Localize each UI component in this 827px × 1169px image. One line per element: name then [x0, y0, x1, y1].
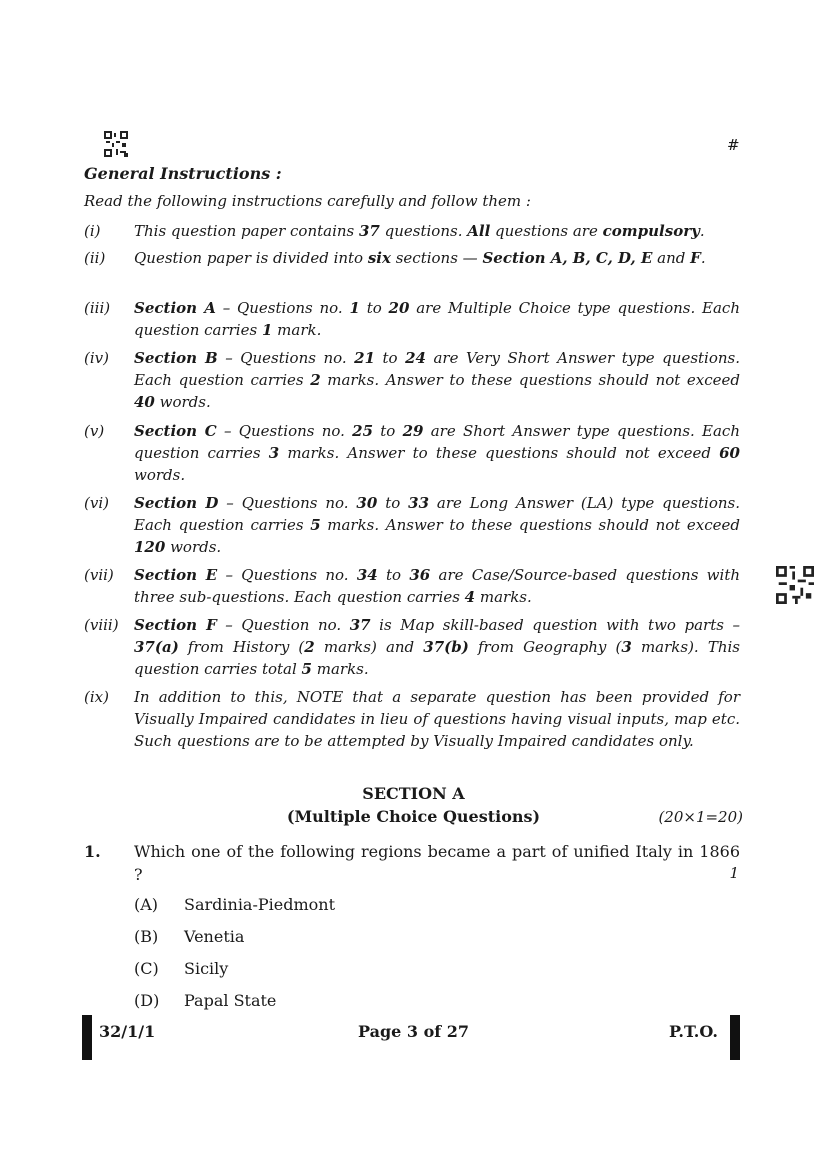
- footer-bar-right: [730, 1015, 740, 1060]
- qr-code-icon: [776, 566, 814, 604]
- instruction-text: This question paper contains 37 questions. All questions are compulsory.: [134, 222, 705, 240]
- option-c: [134, 959, 228, 978]
- instruction-item: [84, 614, 740, 680]
- option-text: Sicily: [184, 959, 229, 978]
- instruction-number: (ix): [84, 688, 109, 706]
- option-label: (C): [134, 959, 159, 978]
- option-label: (B): [134, 927, 159, 946]
- option-d: [134, 991, 276, 1010]
- page-number: Page 3 of 27: [358, 1022, 469, 1041]
- option-text: Sardinia-Piedmont: [184, 895, 336, 914]
- instruction-text: Section A – Questions no. 1 to 20 are Multiple Choice type questions. Each question carries 1 mark.: [134, 299, 740, 339]
- section-subtitle: (Multiple Choice Questions): [286, 807, 541, 826]
- instruction-item: [84, 347, 740, 413]
- paper-code: 32/1/1: [99, 1022, 156, 1041]
- instruction-text: In addition to this, NOTE that a separate question has been provided for Visually Impaired candidates in lieu of questions having visual inputs, map etc. Such questions are to be attempted by Visually Impaired candidates only.: [134, 688, 740, 750]
- instruction-number: (vii): [84, 566, 114, 584]
- instruction-item: [84, 686, 740, 752]
- instruction-item: [84, 220, 740, 242]
- instruction-item: [84, 297, 740, 341]
- question-text: Which one of the following regions became a part of unified Italy in 1866 ?: [134, 842, 740, 884]
- instruction-text: Section B – Questions no. 21 to 24 are Very Short Answer type questions. Each question carries 2 marks. Answer to these questions should not exceed 40 words.: [134, 349, 740, 411]
- instruction-text: Question paper is divided into six sections — Section A, B, C, D, E and F.: [134, 249, 706, 267]
- option-text: Venetia: [184, 927, 245, 946]
- question-mark: 1: [729, 864, 739, 882]
- instruction-number: (v): [84, 422, 105, 440]
- option-a: [134, 895, 335, 914]
- option-label: (A): [134, 895, 159, 914]
- instruction-text: Section F – Question no. 37 is Map skill-based question with two parts – 37(a) from History (2 marks) and 37(b) from Geography (3 marks). This question carries total 5 marks.: [134, 616, 741, 678]
- option-text: Papal State: [184, 991, 277, 1010]
- header-symbol: #: [727, 136, 740, 154]
- instruction-number: (iii): [84, 299, 111, 317]
- instruction-text: Section D – Questions no. 30 to 33 are Long Answer (LA) type questions. Each question carries 5 marks. Answer to these questions should not exceed 120 words.: [134, 494, 740, 556]
- instruction-item: [84, 247, 740, 269]
- general-instructions-intro: Read the following instructions carefully and follow them :: [84, 192, 531, 210]
- instruction-number: (iv): [84, 349, 109, 367]
- instruction-number: (viii): [84, 616, 119, 634]
- instruction-item: [84, 492, 740, 558]
- instruction-text: Section C – Questions no. 25 to 29 are Short Answer type questions. Each question carries 3 marks. Answer to these questions should not exceed 60 words.: [134, 422, 740, 484]
- general-instructions-title: General Instructions :: [84, 164, 282, 183]
- section-marks: (20×1=20): [658, 808, 743, 826]
- option-label: (D): [134, 991, 160, 1010]
- question-number: 1.: [84, 842, 101, 861]
- instruction-number: (i): [84, 222, 101, 240]
- instruction-item: [84, 564, 740, 608]
- pto-label: P.T.O.: [669, 1022, 718, 1041]
- instruction-number: (ii): [84, 249, 106, 267]
- qr-code-icon: [104, 131, 128, 157]
- section-title: SECTION A: [362, 784, 465, 803]
- instruction-item: [84, 420, 740, 486]
- instruction-text: Section E – Questions no. 34 to 36 are Case/Source-based questions with three sub-questions. Each question carries 4 marks.: [134, 566, 741, 606]
- option-b: [134, 927, 244, 946]
- instruction-number: (vi): [84, 494, 109, 512]
